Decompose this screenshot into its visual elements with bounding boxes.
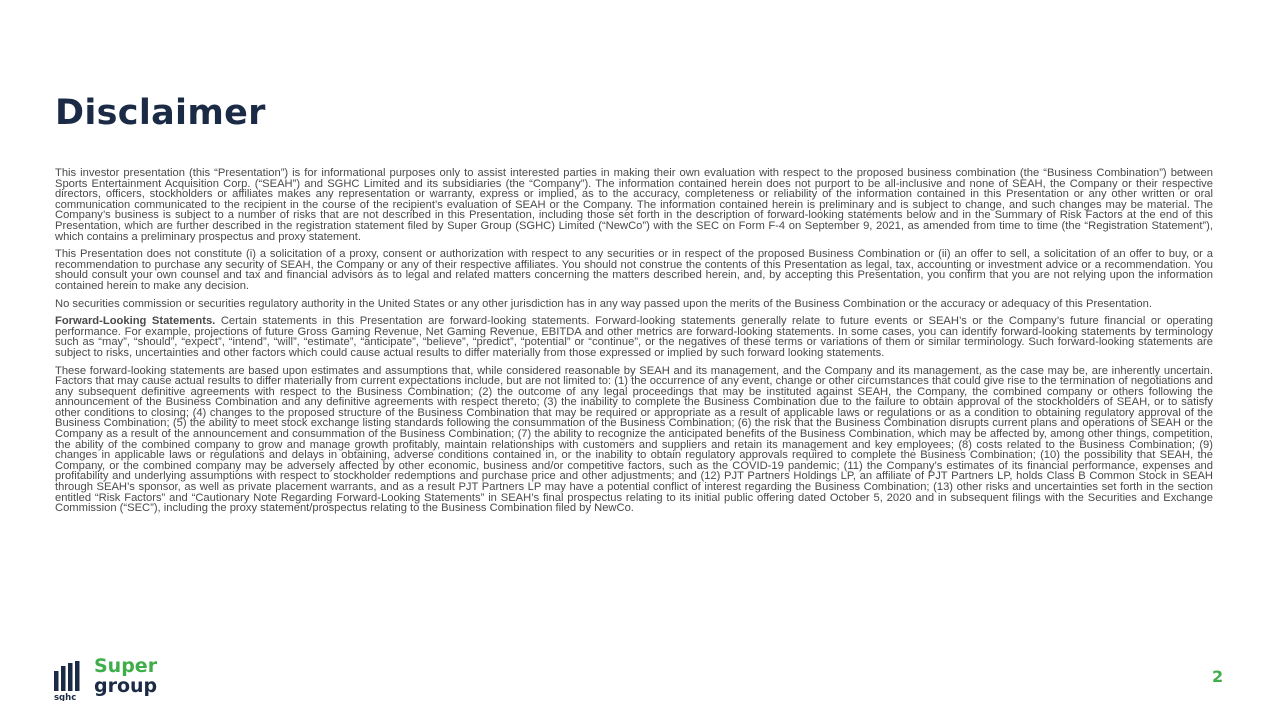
sghc-logo-icon bbox=[54, 661, 86, 701]
page-number: 2 bbox=[1212, 667, 1224, 686]
super-group-logo bbox=[54, 656, 174, 702]
super-group-wordmark bbox=[94, 656, 157, 696]
forward-looking-heading: Forward-Looking Statements. bbox=[55, 315, 216, 328]
disclaimer-paragraph-intro: This investor presentation (this “Presentation”) is for informational purposes only to assist interested parties in making their own evaluation with respect to the proposed business combination (the “Business Combination”) between Sports Entertainment Acquisition Corp. (“SEAH”) and SGHC Limited and its subsidiaries (the “Company”). The information contained herein does not purport to be all-inclusive and none of SEAH, the Company or their respective directors, officers, stockholders or affiliates makes any representation or warranty, express or implied, as to the accuracy, completeness or reliability of the information contained in this Presentation or any other written or oral communication communicated to the recipient in the course of the recipient’s evaluation of SEAH or the Company. The information contained herein is preliminary and is subject to change, and such changes may be material. The Company’s business is subject to a number of risks that are not described in this Presentation, including those set forth in the description of forward-looking statements below and in the Summary of Risk Factors at the end of this Presentation, which are further described in the registration statement filed by Super Group (SGHC) Limited (“NewCo”) with the SEC on Form F-4 on September 9, 2021, as amended from time to time (the “Registration Statement”), which contains a preliminary prospectus and proxy statement. bbox=[55, 167, 1213, 243]
disclaimer-body bbox=[55, 168, 1213, 521]
disclaimer-paragraph-no-approval: No securities commission or securities regulatory authority in the United States or any other jurisdiction has in any way passed upon the merits of the Business Combination or the accuracy or adequacy of this Presentation. bbox=[55, 297, 1152, 310]
disclaimer-paragraph-forward-looking bbox=[55, 316, 1213, 358]
wordmark-super: Super bbox=[94, 655, 158, 677]
wordmark-group: group bbox=[94, 675, 158, 697]
disclaimer-paragraph-risk-factors: These forward-looking statements are based upon estimates and assumptions that, while considered reasonable by SEAH and its management, and the Company and its management, as the case may be, are inherently uncertain. Factors that may cause actual results to differ materially from current expectations include, but are not limited to: (1) the occurrence of any event, change or other circumstances that could give rise to the termination of negotiations and any subsequent definitive agreements with respect to the Business Combination; (2) the outcome of any legal proceedings that may be instituted against SEAH, the Company, the combined company or others following the announcement of the Business Combination and any definitive agreements with respect thereto; (3) the inability to complete the Business Combination due to the failure to obtain approval of the stockholders of SEAH, or to satisfy other conditions to closing; (4) changes to the proposed structure of the Business Combination that may be required or appropriate as a result of applicable laws or regulations or as a condition to obtaining regulatory approval of the Business Combination; (5) the ability to meet stock exchange listing standards following the consummation of the Business Combination; (6) the risk that the Business Combination disrupts current plans and operations of SEAH or the Company as a result of the announcement and consummation of the Business Combination; (7) the ability to recognize the anticipated benefits of the Business Combination, which may be affected by, among other things, competition, the ability of the combined company to grow and manage growth profitably, maintain relationships with customers and suppliers and retain its management and key employees; (8) costs related to the Business Combination; (9) changes in applicable laws or regulations and delays in obtaining, adverse conditions contained in, or the inability to obtain regulatory approvals required to complete the Business Combination; (10) the possibility that SEAH, the Company, or the combined company may be adversely affected by other economic, business and/or competitive factors, such as the COVID-19 pandemic; (11) the Company’s estimates of its financial performance, expenses and profitability and underlying assumptions with respect to stockholder redemptions and purchase price and other adjustments; and (12) PJT Partners Holdings LP, an affiliate of PJT Partners LP, holds Class B Common Stock in SEAH through SEAH’s sponsor, as well as private placement warrants, and as a result PJT Partners LP may have a potential conflict of interest regarding the Business Combination; (13) other risks and uncertainties set forth in the section entitled “Risk Factors” and “Cautionary Note Regarding Forward-Looking Statements” in SEAH’s final prospectus relating to its initial public offering dated October 5, 2020 and in subsequent filings with the Securities and Exchange Commission (“SEC”), including the proxy statement/prospectus relating to the Business Combination filed by NewCo. bbox=[55, 364, 1213, 515]
forward-looking-text: Certain statements in this Presentation are forward-looking statements. Forward-looking statements generally relate to future events or SEAH’s or the Company’s future financial or operating performance. For example, projections of future Gross Gaming Revenue, Net Gaming Revenue, EBITDA and other metrics are forward-looking statements. In some cases, you can identify forward-looking statements by terminology such as “may”, “should”, “expect”, “intend”, “will”, “estimate”, “anticipate”, “believe”, “predict”, “potential” or “continue”, or the negatives of these terms or variations of them or similar terminology. Such forward-looking statements are subject to risks, uncertainties and other factors which could cause actual results to differ materially from those expressed or implied by such forward looking statements. bbox=[55, 315, 1213, 359]
sghc-logo-text: sghc bbox=[54, 693, 77, 701]
page-title: Disclaimer bbox=[55, 93, 266, 133]
disclaimer-paragraph-no-solicitation: This Presentation does not constitute (i) a solicitation of a proxy, consent or authorization with respect to any securities or in respect of the proposed Business Combination or (ii) an offer to sell, a solicitation of an offer to buy, or a recommendation to purchase any security of SEAH, the Company or any of their respective affiliates. You should not construe the contents of this Presentation as legal, tax, accounting or investment advice or a recommendation. You should consult your own counsel and tax and financial advisors as to legal and related matters concerning the matters described herein, and, by accepting this Presentation, you confirm that you are not relying upon the information contained herein to make any decision. bbox=[55, 248, 1213, 292]
